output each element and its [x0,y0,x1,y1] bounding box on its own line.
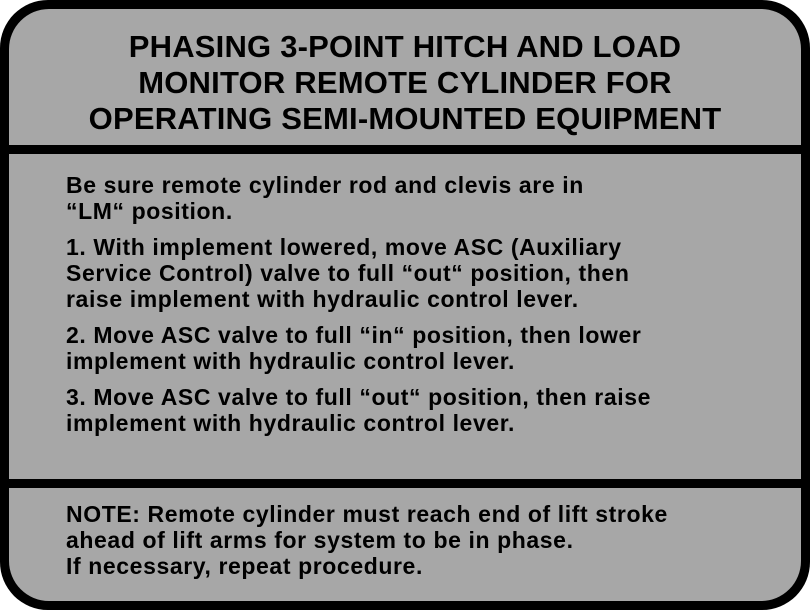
decal-title [9,29,801,137]
step-3-line-1: 3. Move ASC valve to full “out“ position, then raise [66,384,651,410]
intro-line-2: “LM“ position. [66,198,233,224]
instructions-section [66,172,786,446]
intro-paragraph [66,172,786,224]
step-1-line-2: Service Control) valve to full “out“ position, then [66,260,630,286]
step-2-line-2: implement with hydraulic control lever. [66,348,516,374]
step-1-line-1: 1. With implement lowered, move ASC (Auxiliary [66,234,622,260]
note-line-1: NOTE: Remote cylinder must reach end of lift stroke [66,501,668,527]
title-line-1: PHASING 3-POINT HITCH AND LOAD [128,29,682,64]
step-1-paragraph [66,234,786,312]
step-3-line-2: implement with hydraulic control lever. [66,410,516,436]
title-divider [9,145,801,154]
note-divider [9,479,801,488]
title-line-3: OPERATING SEMI-MOUNTED EQUIPMENT [88,101,722,136]
note-line-2: ahead of lift arms for system to be in phase. [66,527,574,553]
note-line-3: If necessary, repeat procedure. [66,553,423,579]
step-1-line-3: raise implement with hydraulic control lever. [66,286,579,312]
title-line-2: MONITOR REMOTE CYLINDER FOR [138,65,672,100]
step-2-paragraph [66,322,786,374]
step-3-paragraph [66,384,786,436]
intro-line-1: Be sure remote cylinder rod and clevis are in [66,172,584,198]
step-2-line-1: 2. Move ASC valve to full “in“ position, then lower [66,322,642,348]
note-section [66,501,786,579]
decal-panel [9,9,801,601]
